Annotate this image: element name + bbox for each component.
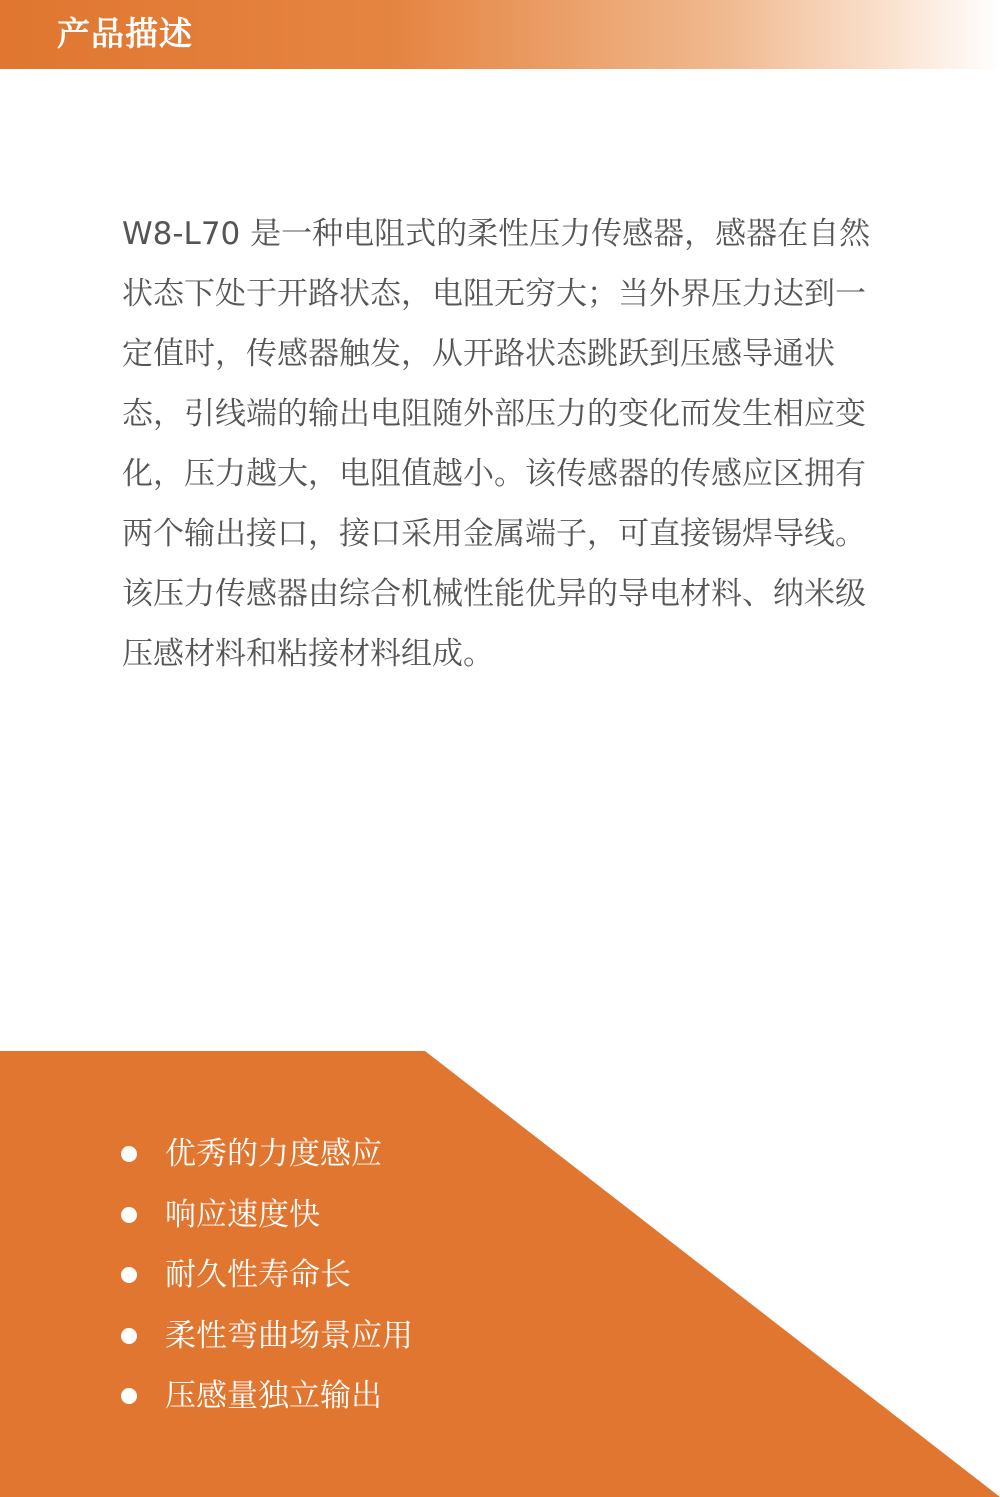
bullet-dot-icon — [121, 1146, 137, 1162]
feature-item — [0, 1245, 413, 1306]
feature-list — [0, 1124, 413, 1427]
feature-item — [0, 1124, 413, 1185]
feature-label: 柔性弯曲场景应用 — [165, 1317, 413, 1354]
bullet-dot-icon — [121, 1267, 137, 1283]
feature-label: 响应速度快 — [165, 1196, 320, 1233]
section-title: 产品描述 — [57, 14, 193, 53]
bullet-dot-icon — [121, 1328, 137, 1344]
feature-label: 压感量独立输出 — [165, 1378, 382, 1414]
feature-item — [0, 1366, 413, 1427]
feature-label: 优秀的力度感应 — [165, 1136, 382, 1172]
feature-item — [0, 1185, 413, 1246]
section-header-bar — [0, 0, 1000, 69]
product-description-text: W8-L70 是一种电阻式的柔性压力传感器，感器在自然状态下处于开路状态，电阻无穷大；当外界压力达到一定值时，传感器触发，从开路状态跳跃到压感导通状态，引线端的输出电阻随外部压力的变化而发生相应变化，压力越大，电阻值越小。该传感器的传感应区拥有两个输出接口，接口采用金属端子，可直接锡焊导线。该压力传感器由综合机械性能优异的导电材料、纳米级压感材料和粘接材料组成。 — [122, 216, 871, 672]
feature-label: 耐久性寿命长 — [165, 1257, 351, 1293]
feature-item — [0, 1306, 413, 1367]
bullet-dot-icon — [121, 1207, 137, 1223]
bullet-dot-icon — [121, 1388, 137, 1404]
